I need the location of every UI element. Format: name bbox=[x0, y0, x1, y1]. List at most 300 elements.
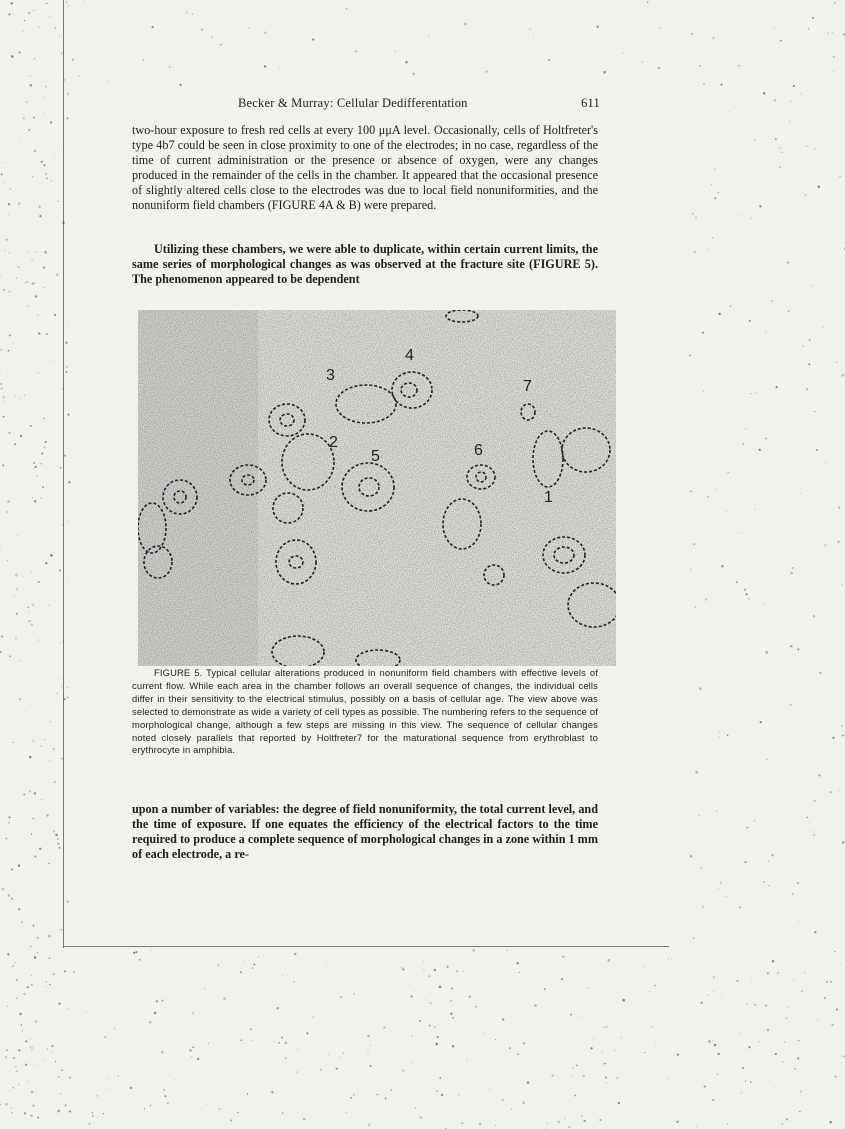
scan-speck bbox=[8, 894, 10, 896]
scan-speck bbox=[55, 781, 56, 782]
scan-speck bbox=[258, 957, 259, 958]
scan-speck bbox=[151, 950, 152, 951]
scan-speck bbox=[642, 1001, 643, 1002]
scan-speck bbox=[16, 588, 18, 590]
scan-speck bbox=[414, 991, 415, 992]
scan-speck bbox=[583, 1120, 585, 1122]
scan-speck bbox=[730, 1060, 731, 1061]
scan-speck bbox=[439, 986, 442, 989]
scan-speck bbox=[24, 395, 25, 396]
scan-speck bbox=[34, 792, 36, 794]
scan-speck bbox=[67, 1008, 68, 1009]
scan-speck bbox=[810, 295, 811, 296]
scan-speck bbox=[780, 40, 782, 42]
scan-speck bbox=[7, 560, 9, 562]
running-head: Becker & Murray: Cellular Dedifferentation bbox=[238, 96, 468, 110]
scan-speck bbox=[461, 1122, 463, 1124]
scan-speck bbox=[836, 362, 837, 363]
scan-speck bbox=[564, 1118, 565, 1119]
scan-speck bbox=[697, 2, 698, 3]
scan-speck bbox=[412, 1061, 413, 1062]
scan-speck bbox=[271, 1091, 273, 1093]
scan-speck bbox=[692, 213, 694, 215]
scan-speck bbox=[714, 197, 716, 199]
scan-speck bbox=[16, 1070, 17, 1071]
scan-speck bbox=[65, 1104, 67, 1106]
scan-speck bbox=[306, 1032, 308, 1034]
scan-speck bbox=[25, 1064, 27, 1066]
scan-speck bbox=[57, 201, 58, 202]
scan-speck bbox=[150, 1105, 152, 1107]
scan-speck bbox=[55, 154, 56, 155]
scan-speck bbox=[25, 282, 26, 283]
scan-speck bbox=[721, 994, 722, 995]
scan-speck bbox=[56, 465, 57, 466]
scan-speck bbox=[548, 59, 550, 61]
scan-speck bbox=[808, 363, 810, 365]
scan-speck bbox=[279, 68, 280, 69]
scan-speck bbox=[67, 580, 68, 581]
scan-speck bbox=[472, 949, 475, 952]
scan-speck bbox=[19, 1013, 22, 1016]
scan-speck bbox=[298, 1049, 299, 1050]
scan-speck bbox=[592, 1038, 593, 1039]
scan-speck bbox=[48, 863, 50, 865]
scan-speck bbox=[186, 12, 188, 14]
scan-speck bbox=[60, 467, 62, 469]
scan-speck bbox=[616, 1077, 618, 1079]
scan-speck bbox=[8, 432, 10, 434]
scan-speck bbox=[1, 383, 2, 384]
scan-speck bbox=[218, 965, 219, 966]
scan-speck bbox=[792, 893, 794, 895]
scan-speck bbox=[739, 1033, 740, 1034]
scan-speck bbox=[45, 173, 47, 175]
scan-speck bbox=[25, 1040, 27, 1042]
scan-speck bbox=[17, 545, 18, 546]
scan-speck bbox=[509, 1047, 511, 1049]
scan-speck bbox=[713, 976, 715, 978]
scan-speck bbox=[39, 206, 41, 208]
scan-speck bbox=[34, 956, 36, 958]
scan-speck bbox=[33, 740, 35, 742]
scan-speck bbox=[33, 10, 34, 11]
scan-speck bbox=[16, 997, 18, 999]
scan-speck bbox=[651, 1026, 653, 1028]
scan-speck bbox=[669, 1037, 670, 1038]
scan-speck bbox=[750, 1081, 752, 1083]
scan-speck bbox=[135, 951, 137, 953]
scan-speck bbox=[29, 1046, 30, 1047]
scan-speck bbox=[68, 1110, 69, 1111]
scan-speck bbox=[818, 775, 820, 777]
scan-speck bbox=[797, 882, 799, 884]
scan-speck bbox=[699, 65, 700, 66]
scan-speck bbox=[708, 1040, 710, 1042]
scan-speck bbox=[23, 117, 25, 119]
scan-speck bbox=[727, 1123, 728, 1124]
scan-speck bbox=[33, 468, 34, 469]
scan-speck bbox=[813, 615, 815, 617]
figure-label-4: 4 bbox=[405, 347, 414, 364]
scan-speck bbox=[809, 821, 810, 822]
scan-speck bbox=[823, 910, 824, 911]
scan-speck bbox=[67, 414, 69, 416]
scan-speck bbox=[778, 639, 779, 640]
scan-speck bbox=[0, 349, 2, 351]
scan-speck bbox=[420, 1117, 422, 1119]
scan-speck bbox=[703, 83, 705, 85]
scan-speck bbox=[68, 322, 69, 323]
scan-speck bbox=[644, 1052, 645, 1053]
scan-speck bbox=[527, 1081, 529, 1083]
scan-speck bbox=[42, 433, 43, 434]
scan-speck bbox=[832, 737, 834, 739]
scan-speck bbox=[511, 1109, 512, 1110]
scan-speck bbox=[766, 759, 767, 760]
scan-speck bbox=[37, 1117, 39, 1119]
scan-speck bbox=[353, 993, 355, 995]
scan-speck bbox=[661, 1107, 662, 1108]
scan-speck bbox=[162, 1000, 164, 1002]
scan-speck bbox=[144, 1108, 145, 1109]
scan-speck bbox=[689, 354, 691, 356]
scan-speck bbox=[727, 734, 729, 736]
scan-speck bbox=[519, 972, 520, 973]
scan-speck bbox=[191, 1056, 192, 1057]
scan-speck bbox=[47, 1049, 48, 1050]
scan-speck bbox=[718, 313, 720, 315]
scan-speck bbox=[7, 500, 10, 503]
scan-speck bbox=[412, 73, 414, 75]
scan-speck bbox=[447, 966, 449, 968]
scan-speck bbox=[833, 56, 835, 58]
scan-speck bbox=[42, 486, 44, 488]
scan-speck bbox=[192, 14, 193, 15]
scan-speck bbox=[720, 84, 722, 86]
scan-speck bbox=[67, 687, 68, 688]
scan-speck bbox=[695, 216, 697, 218]
scan-speck bbox=[693, 543, 695, 545]
scan-speck bbox=[385, 1100, 386, 1101]
scan-speck bbox=[51, 180, 52, 181]
scan-speck bbox=[38, 640, 39, 641]
scan-speck bbox=[750, 393, 751, 394]
figure-label-2: 2 bbox=[329, 434, 338, 451]
scan-speck bbox=[0, 276, 1, 277]
scan-speck bbox=[830, 981, 832, 983]
caption-text: Typical cellular alterations produced in nonuniform field chambers with effective levels of current flow. While each area in the chamber follows an overall sequence of changes, the individual cells differ in their sensitivity to the electrical stimulus, possibly on a basis of cellular age. The view above was selected to demonstrate as wide a variety of cell types as possible. The numbering refers to the sequence of morphological change, although a few steps are missing in this view. The sequence of cellular changes noted closely parallels that reported by Holtfreter7 for the maturational sequence from erythroblast to erythrocyte in amphibia. bbox=[132, 667, 598, 756]
scan-speck bbox=[54, 782, 55, 783]
scan-speck bbox=[671, 959, 672, 960]
scan-speck bbox=[328, 1054, 329, 1055]
scan-speck bbox=[410, 995, 412, 997]
figure-5-micrograph bbox=[138, 310, 616, 666]
scan-speck bbox=[570, 1014, 572, 1016]
scan-speck bbox=[713, 37, 715, 39]
scan-speck bbox=[249, 28, 250, 29]
scan-speck bbox=[775, 1053, 777, 1055]
scan-speck bbox=[820, 672, 822, 674]
scan-speck bbox=[34, 58, 35, 59]
scan-speck bbox=[754, 1004, 756, 1006]
scan-speck bbox=[130, 1087, 132, 1089]
scan-speck bbox=[24, 711, 25, 712]
scan-speck bbox=[9, 1091, 10, 1092]
scan-speck bbox=[726, 355, 727, 356]
scan-speck bbox=[841, 374, 843, 376]
scan-speck bbox=[72, 59, 74, 61]
scan-speck bbox=[745, 429, 746, 430]
scan-speck bbox=[60, 929, 61, 930]
scan-speck bbox=[558, 1121, 560, 1123]
scan-speck bbox=[621, 1037, 622, 1038]
scan-speck bbox=[721, 565, 724, 568]
scan-speck bbox=[17, 851, 18, 852]
scan-speck bbox=[777, 972, 778, 973]
scan-speck bbox=[587, 988, 588, 989]
scan-speck bbox=[578, 1017, 579, 1018]
scan-speck bbox=[56, 274, 59, 277]
scan-speck bbox=[814, 800, 816, 802]
scan-speck bbox=[44, 739, 45, 740]
scan-speck bbox=[793, 85, 795, 87]
scan-speck bbox=[40, 745, 42, 747]
scan-speck bbox=[788, 1006, 790, 1008]
scan-speck bbox=[439, 1077, 441, 1079]
scan-speck bbox=[668, 1078, 669, 1079]
scan-speck bbox=[46, 814, 48, 816]
scan-speck bbox=[43, 164, 45, 166]
scan-speck bbox=[825, 544, 827, 546]
scan-speck bbox=[479, 1123, 481, 1125]
figure-label-5: 5 bbox=[371, 448, 380, 465]
scan-speck bbox=[727, 472, 728, 473]
scan-speck bbox=[415, 1107, 417, 1109]
scan-speck bbox=[838, 506, 841, 509]
scan-speck bbox=[19, 51, 21, 53]
scan-speck bbox=[842, 735, 844, 737]
scan-speck bbox=[15, 395, 16, 396]
scan-speck bbox=[721, 799, 722, 800]
scan-speck bbox=[759, 1041, 761, 1043]
scan-speck bbox=[742, 1067, 744, 1069]
scan-speck bbox=[759, 449, 761, 451]
scan-speck bbox=[727, 511, 728, 512]
scan-speck bbox=[346, 1019, 347, 1020]
scan-speck bbox=[55, 1061, 56, 1062]
scan-speck bbox=[841, 725, 843, 727]
scan-speck bbox=[33, 925, 35, 927]
scan-speck bbox=[208, 1043, 209, 1044]
scan-speck bbox=[192, 1047, 194, 1049]
scan-speck bbox=[754, 820, 756, 822]
scan-speck bbox=[58, 1110, 60, 1112]
scan-speck bbox=[50, 554, 53, 557]
scan-speck bbox=[45, 86, 47, 88]
scan-speck bbox=[737, 532, 738, 533]
scan-speck bbox=[402, 1070, 404, 1072]
scan-speck bbox=[792, 567, 794, 569]
scan-speck bbox=[67, 118, 69, 120]
figure-label-1: 1 bbox=[544, 489, 553, 506]
scan-speck bbox=[765, 331, 766, 332]
scan-speck bbox=[343, 1053, 344, 1054]
scan-speck bbox=[642, 61, 643, 62]
scan-speck bbox=[281, 1036, 283, 1038]
scan-speck bbox=[786, 1018, 788, 1020]
scan-speck bbox=[607, 959, 610, 962]
scan-speck bbox=[11, 898, 13, 900]
scan-speck bbox=[840, 965, 841, 966]
scan-speck bbox=[32, 1104, 34, 1106]
scan-speck bbox=[65, 371, 67, 373]
scan-speck bbox=[5, 1056, 7, 1058]
scan-speck bbox=[800, 93, 801, 94]
scan-speck bbox=[765, 438, 766, 439]
scan-speck bbox=[754, 509, 756, 511]
scan-speck bbox=[23, 794, 25, 796]
scan-speck bbox=[712, 237, 714, 239]
scan-speck bbox=[466, 1059, 467, 1060]
scan-speck bbox=[57, 1110, 59, 1112]
scan-speck bbox=[3, 416, 5, 418]
scan-speck bbox=[12, 742, 13, 743]
scan-speck bbox=[118, 1075, 119, 1076]
scan-speck bbox=[20, 231, 21, 232]
scan-speck bbox=[742, 443, 744, 445]
scan-speck bbox=[250, 1028, 252, 1030]
scan-speck bbox=[800, 492, 801, 493]
scan-speck bbox=[738, 65, 740, 67]
scan-speck bbox=[499, 70, 500, 71]
scan-speck bbox=[84, 1, 85, 2]
scan-speck bbox=[5, 994, 6, 995]
scan-speck bbox=[36, 475, 37, 476]
scan-speck bbox=[717, 1074, 718, 1075]
scan-speck bbox=[60, 1093, 61, 1094]
scan-speck bbox=[776, 386, 778, 388]
scan-speck bbox=[31, 834, 32, 835]
scan-speck bbox=[67, 696, 69, 698]
scan-speck bbox=[428, 975, 430, 977]
scan-speck bbox=[793, 979, 794, 980]
scan-speck bbox=[59, 35, 60, 36]
scan-speck bbox=[179, 84, 181, 86]
scan-speck bbox=[817, 878, 818, 879]
scan-speck bbox=[713, 991, 714, 992]
scan-speck bbox=[27, 281, 28, 282]
scan-speck bbox=[797, 1057, 799, 1059]
scan-speck bbox=[658, 32, 659, 33]
scan-speck bbox=[31, 1050, 32, 1051]
scan-speck bbox=[156, 1000, 158, 1002]
scan-speck bbox=[53, 830, 55, 832]
scan-speck bbox=[423, 969, 424, 970]
scan-speck bbox=[495, 1125, 496, 1126]
scan-speck bbox=[21, 921, 23, 923]
scan-speck bbox=[714, 168, 715, 169]
scan-speck bbox=[17, 535, 18, 536]
scan-speck bbox=[798, 921, 799, 922]
scan-speck bbox=[9, 252, 11, 254]
scan-speck bbox=[50, 721, 51, 722]
scan-speck bbox=[49, 605, 50, 606]
scan-speck bbox=[764, 604, 765, 605]
scan-speck bbox=[534, 1004, 537, 1007]
scan-speck bbox=[30, 1039, 31, 1040]
scan-speck bbox=[31, 283, 33, 285]
scan-speck bbox=[786, 1118, 788, 1120]
scan-speck bbox=[430, 1002, 432, 1004]
scan-speck bbox=[794, 1068, 795, 1069]
scan-speck bbox=[816, 449, 818, 451]
scan-speck bbox=[276, 1007, 278, 1009]
scan-speck bbox=[797, 648, 799, 650]
scan-speck bbox=[8, 816, 10, 818]
scan-speck bbox=[164, 1095, 166, 1097]
scan-speck bbox=[90, 88, 91, 89]
scan-speck bbox=[33, 117, 35, 119]
scan-speck bbox=[353, 1094, 354, 1095]
scan-speck bbox=[718, 888, 719, 889]
scan-speck bbox=[13, 595, 14, 596]
scan-speck bbox=[834, 951, 835, 952]
scan-speck bbox=[16, 277, 17, 278]
scan-speck bbox=[843, 1056, 845, 1058]
scan-speck bbox=[68, 200, 69, 201]
scan-speck bbox=[807, 817, 809, 819]
scan-speck bbox=[2, 888, 5, 891]
scan-speck bbox=[282, 1112, 283, 1113]
scan-speck bbox=[698, 815, 699, 816]
scan-speck bbox=[781, 152, 782, 153]
scan-speck bbox=[241, 1039, 243, 1041]
scan-speck bbox=[767, 1029, 769, 1031]
scan-speck bbox=[739, 907, 741, 909]
scan-speck bbox=[412, 1035, 413, 1036]
scan-speck bbox=[53, 748, 55, 750]
scan-speck bbox=[544, 988, 546, 990]
scan-speck bbox=[15, 574, 18, 577]
scan-speck bbox=[33, 462, 35, 464]
scan-speck bbox=[197, 1058, 200, 1061]
scan-speck bbox=[741, 1092, 742, 1093]
scan-speck bbox=[836, 1009, 838, 1011]
scan-speck bbox=[57, 843, 59, 845]
scan-speck bbox=[68, 481, 71, 484]
scan-speck bbox=[830, 791, 832, 793]
scan-speck bbox=[755, 392, 756, 393]
scan-speck bbox=[740, 532, 741, 533]
scan-speck bbox=[293, 981, 295, 983]
scan-speck bbox=[5, 837, 7, 839]
scan-speck bbox=[830, 1121, 832, 1123]
scan-speck bbox=[718, 737, 719, 738]
scan-speck bbox=[789, 704, 791, 706]
scan-speck bbox=[263, 955, 264, 956]
figure-label-3: 3 bbox=[326, 367, 335, 384]
scan-speck bbox=[27, 986, 29, 988]
scan-speck bbox=[169, 67, 170, 68]
scan-speck bbox=[220, 44, 222, 46]
scan-speck bbox=[583, 1075, 586, 1078]
scan-speck bbox=[244, 962, 245, 963]
scan-speck bbox=[699, 687, 701, 689]
scan-speck bbox=[810, 1101, 811, 1102]
scan-speck bbox=[784, 745, 785, 746]
scan-speck bbox=[67, 93, 69, 95]
